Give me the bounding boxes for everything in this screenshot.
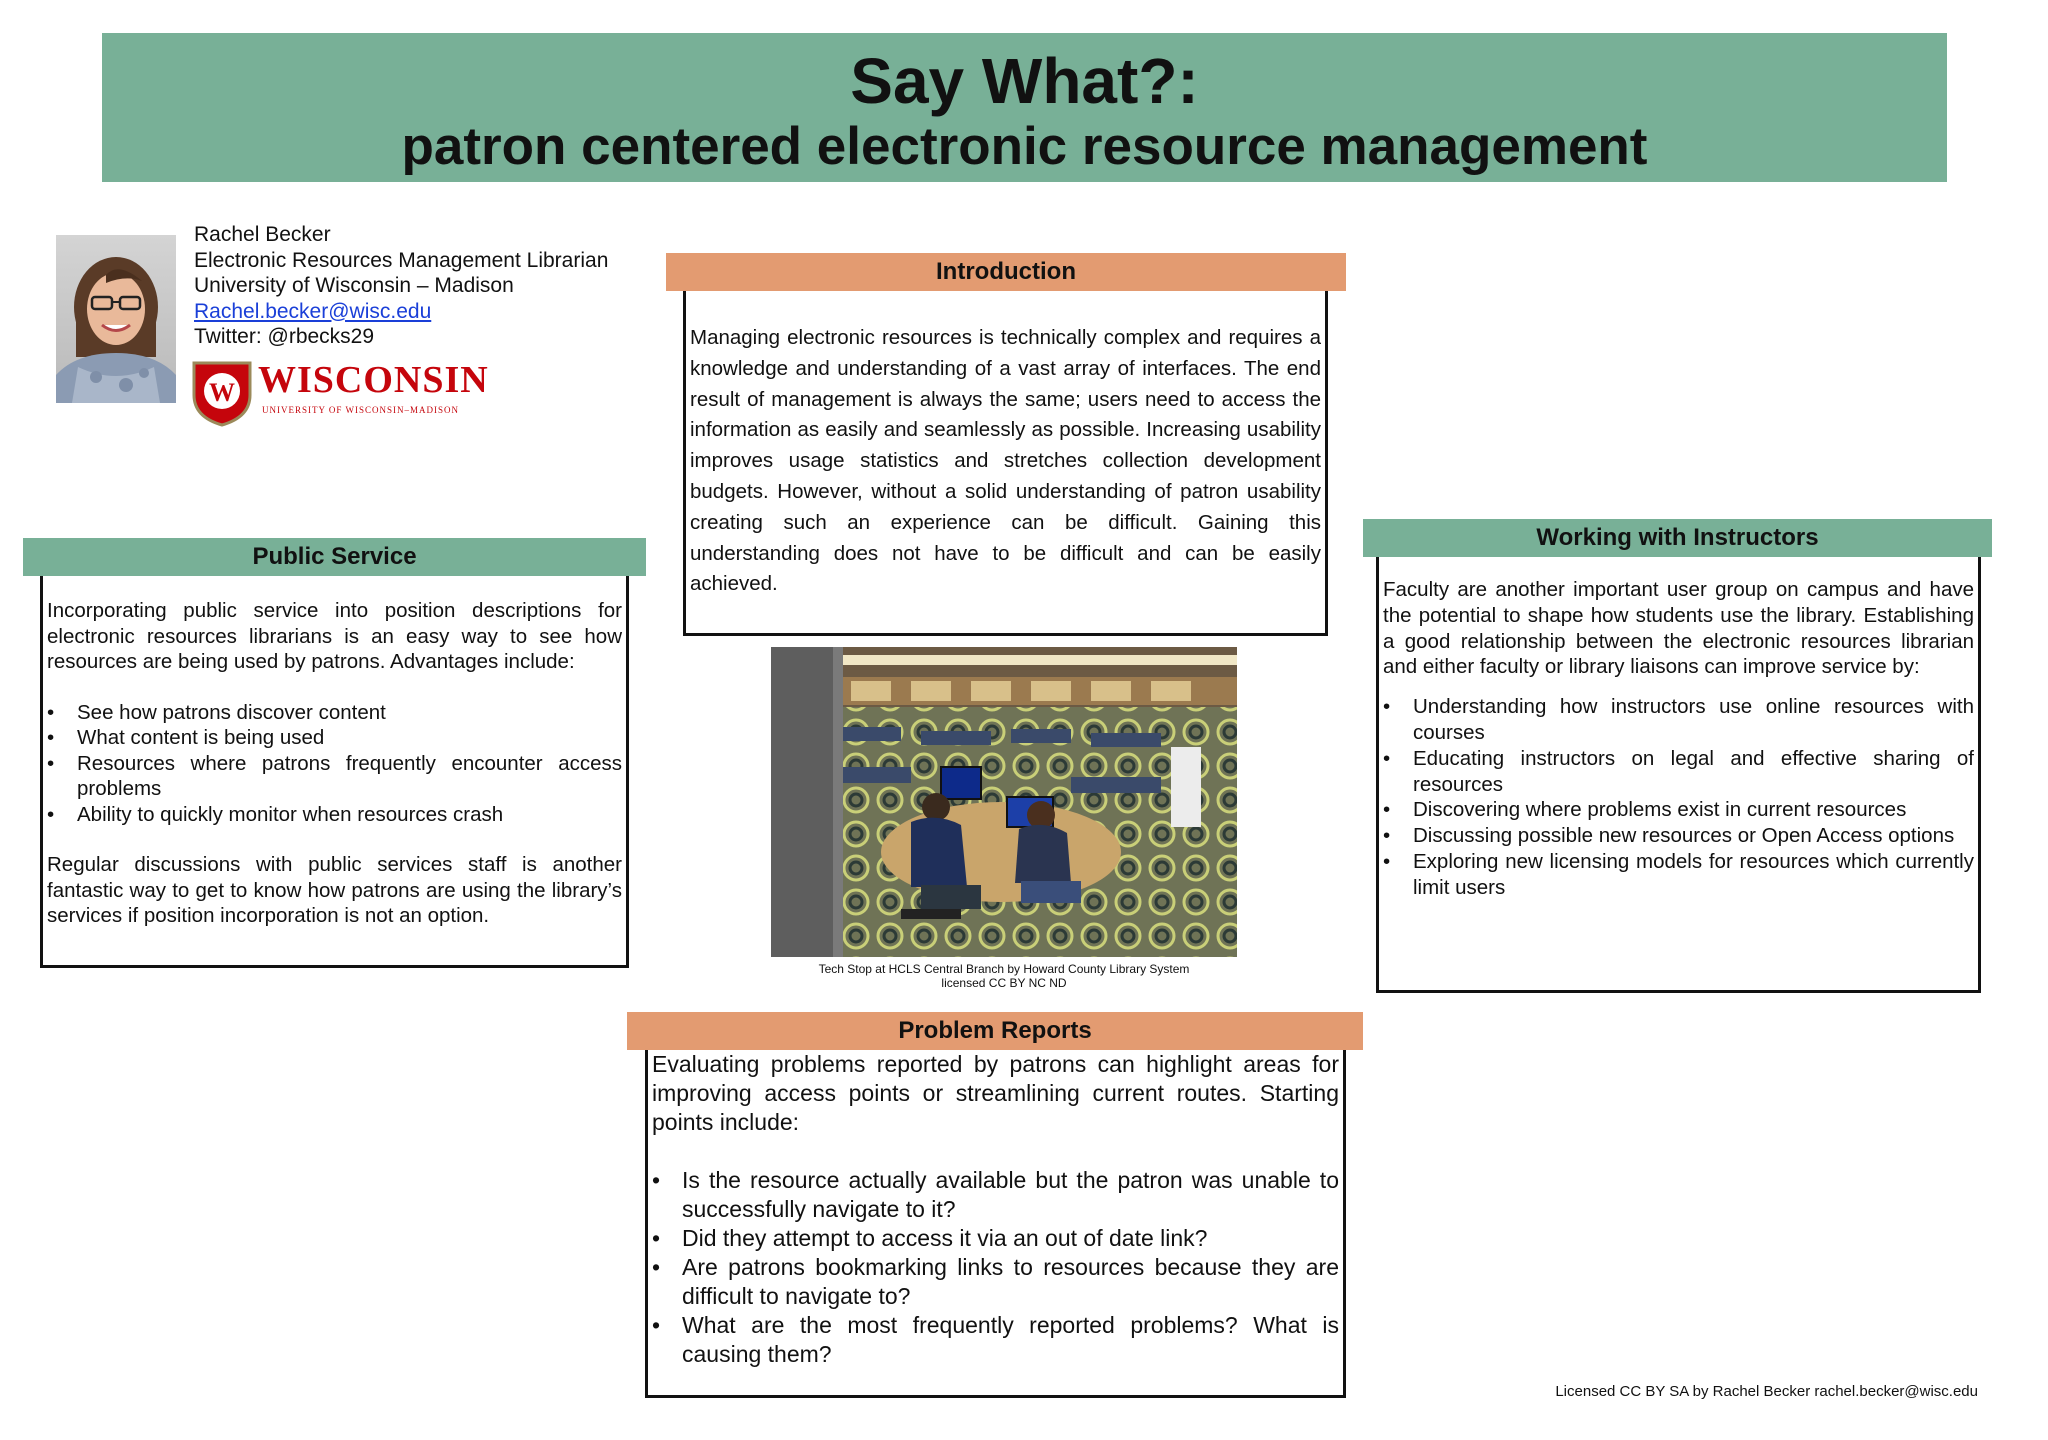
list-item: • Discovering where problems exist in current resources — [1383, 797, 1974, 823]
list-item: • Are patrons bookmarking links to resources because they are difficult to navigate to? — [652, 1253, 1339, 1311]
author-role: Electronic Resources Management Librarian — [194, 248, 609, 272]
public-service-list — [47, 700, 622, 828]
instructors-heading: Working with Instructors — [1363, 519, 1992, 557]
uw-logo — [190, 357, 490, 427]
uw-logo-subtext: UNIVERSITY OF WISCONSIN–MADISON — [262, 405, 460, 415]
problem-reports-heading: Problem Reports — [627, 1012, 1363, 1050]
author-photo — [56, 235, 176, 403]
instructors-intro: Faculty are another important user group on campus and have the potential to shape how students use the library. Establishing a good relationship between the electronic resources librarian and either faculty or library liaisons can improve service by: — [1383, 578, 1974, 679]
list-item: • Ability to quickly monitor when resources crash — [47, 802, 622, 828]
license-text: Licensed CC BY SA by Rachel Becker rachel.becker@wisc.edu — [1555, 1383, 1978, 1400]
introduction-body: Managing electronic resources is technically complex and requires a knowledge and understanding of a vast array of interfaces. The end result of management is always the same; users need to access the information as easily and seamlessly as possible. Increasing usability improves usage statistics and stretches collection development budgets. However, without a solid understanding of patron usability creating such an experience can be difficult. Gaining this understanding does not have to be difficult and can be easily achieved. — [690, 326, 1321, 596]
library-photo — [771, 647, 1237, 957]
public-service-closing: Regular discussions with public services staff is another fantastic way to get to know how patrons are using the library’s services if position incorporation is not an option. — [47, 853, 622, 927]
public-service-box — [40, 576, 629, 968]
instructors-box — [1376, 557, 1981, 993]
introduction-heading: Introduction — [666, 253, 1346, 291]
list-item: • What content is being used — [47, 725, 622, 751]
list-item: • Understanding how instructors use online resources with courses — [1383, 694, 1974, 746]
author-email-link[interactable]: Rachel.becker@wisc.edu — [194, 299, 432, 323]
list-item: • Resources where patrons frequently encounter access problems — [47, 751, 622, 802]
poster-subtitle: patron centered electronic resource management — [401, 117, 1648, 176]
list-item: • Exploring new licensing models for resources which currently limit users — [1383, 849, 1974, 901]
list-item: • Is the resource actually available but the patron was unable to successfully navigate to it? — [652, 1166, 1339, 1224]
poster-title: Say What?: — [850, 45, 1199, 117]
photo-caption-line1: Tech Stop at HCLS Central Branch by Howard County Library System — [818, 962, 1190, 976]
list-item: • What are the most frequently reported problems? What is causing them? — [652, 1311, 1339, 1369]
introduction-box — [683, 291, 1328, 636]
public-service-intro: Incorporating public service into position descriptions for electronic resources librarians is an easy way to see how resources are being used by patrons. Advantages include: — [47, 599, 622, 673]
list-item: • Discussing possible new resources or Open Access options — [1383, 823, 1974, 849]
photo-caption-line2: licensed CC BY NC ND — [941, 976, 1067, 990]
problem-reports-box — [645, 1050, 1346, 1398]
svg-text:W: W — [209, 378, 235, 407]
author-name: Rachel Becker — [194, 223, 331, 246]
list-item: • Did they attempt to access it via an out of date link? — [652, 1224, 1339, 1253]
list-item: • Educating instructors on legal and effective sharing of resources — [1383, 746, 1974, 798]
title-banner — [102, 33, 1947, 182]
author-info — [194, 222, 608, 350]
instructors-list — [1383, 694, 1974, 900]
photo-caption — [771, 962, 1237, 990]
author-institution: University of Wisconsin – Madison — [194, 274, 514, 297]
public-service-heading: Public Service — [23, 538, 646, 576]
problem-reports-list — [652, 1166, 1339, 1369]
list-item: • See how patrons discover content — [47, 700, 622, 726]
uw-logo-wordmark: WISCONSIN — [258, 359, 489, 401]
problem-reports-intro: Evaluating problems reported by patrons can highlight areas for improving access points or streamlining current routes. Starting points include: — [652, 1051, 1339, 1135]
author-twitter: Twitter: @rbecks29 — [194, 325, 375, 348]
